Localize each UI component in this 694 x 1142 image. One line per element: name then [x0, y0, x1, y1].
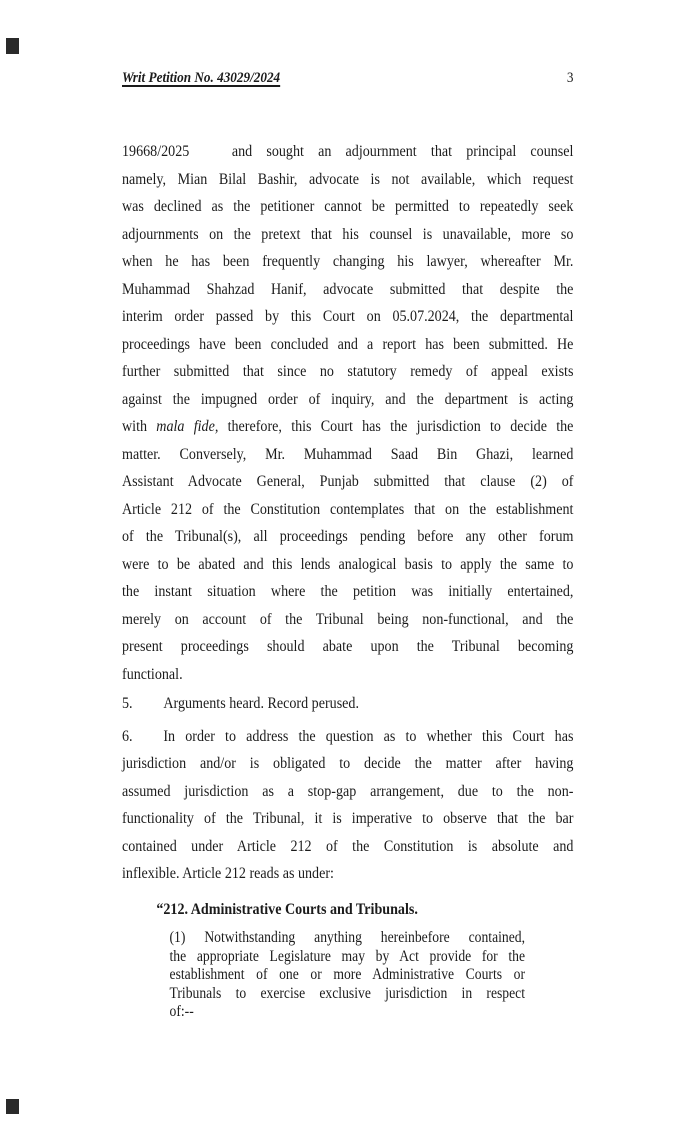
text-line: 19668/2025 and sought an adjournment that principal counsel: [122, 143, 574, 160]
text-line: of the Tribunal(s), all proceedings pending before any other forum: [122, 528, 574, 545]
text-line: namely, Mian Bilal Bashir, advocate is not available, which request: [122, 170, 574, 188]
text-line: merely on account of the Tribunal being non-functional, and the: [122, 610, 574, 628]
text-line: adjournments on the pretext that his counsel is unavailable, more so: [122, 225, 574, 243]
scan-mark-top-left: [6, 38, 19, 54]
text-line: functionality of the Tribunal, it is imperative to observe that the bar: [122, 810, 574, 827]
text-line: Article 212 of the Constitution contemplates that on the establishment: [122, 500, 574, 518]
text-line: Muhammad Shahzad Hanif, advocate submitted that despite the: [122, 280, 574, 298]
text-line: jurisdiction and/or is obligated to decide the matter after having: [122, 755, 574, 772]
text-line: [122, 723, 573, 751]
text-segment: with: [122, 418, 157, 435]
text-line: Assistant Advocate General, Punjab submitted that clause (2) of: [122, 473, 574, 490]
text-line: were to be abated and this lends analogical basis to apply the same to: [122, 555, 574, 573]
text-segment: therefore, this Court has the jurisdiction to decide the: [218, 418, 574, 435]
quote-line: establishment of one or more Administrative Courts or: [169, 966, 526, 983]
text-line: matter. Conversely, Mr. Muhammad Saad Bin Ghazi, learned: [122, 445, 574, 463]
paragraph-6: [122, 723, 573, 888]
text-line: interim order passed by this Court on 05.07.2024, the departmental: [122, 308, 574, 325]
text-line: inflexible. Article 212 reads as under:: [122, 865, 334, 882]
text-line: contained under Article 212 of the Constitution is absolute and: [122, 837, 574, 855]
text-line: proceedings have been concluded and a report has been submitted. He: [122, 335, 574, 353]
text-line: assumed jurisdiction as a stop-gap arrangement, due to the non-: [122, 782, 574, 800]
page-number: 3: [566, 70, 574, 86]
paragraph-number: 6.: [122, 727, 133, 745]
text-line-with-italic: [122, 413, 573, 441]
text-line: present proceedings should abate upon the Tribunal becoming: [122, 638, 574, 655]
scan-mark-bottom-left: [6, 1099, 19, 1114]
page-header: [122, 70, 573, 86]
paragraph-number: 5.: [122, 695, 133, 712]
italic-phrase: mala fide,: [156, 418, 219, 435]
case-number: Writ Petition No. 43029/2024: [122, 70, 281, 86]
paragraph-text: Arguments heard. Record perused.: [163, 695, 359, 712]
paragraph-5: [122, 690, 573, 718]
paragraph-continuation: [122, 138, 573, 688]
text-line: further submitted that since no statutory remedy of appeal exists: [122, 363, 574, 380]
block-quote-article-212: [156, 896, 526, 1022]
quote-line: (1) Notwithstanding anything hereinbefore contained,: [169, 929, 526, 946]
quote-line: of:--: [169, 1003, 194, 1020]
text-line: was declined as the petitioner cannot be permitted to repeatedly seek: [122, 198, 574, 215]
text-line: when he has been frequently changing his lawyer, whereafter Mr.: [122, 253, 574, 270]
quote-heading: “212. Administrative Courts and Tribunals.: [156, 900, 418, 918]
text-line: against the impugned order of inquiry, and the department is acting: [122, 390, 574, 408]
quote-line: the appropriate Legislature may by Act provide for the: [169, 947, 526, 965]
document-body: [122, 138, 573, 1022]
text-line: the instant situation where the petition was initially entertained,: [122, 583, 574, 600]
quote-line: Tribunals to exercise exclusive jurisdiction in respect: [169, 984, 526, 1002]
text-line: functional.: [122, 665, 183, 683]
text-segment: In order to address the question as to whether this Court has: [163, 727, 574, 745]
